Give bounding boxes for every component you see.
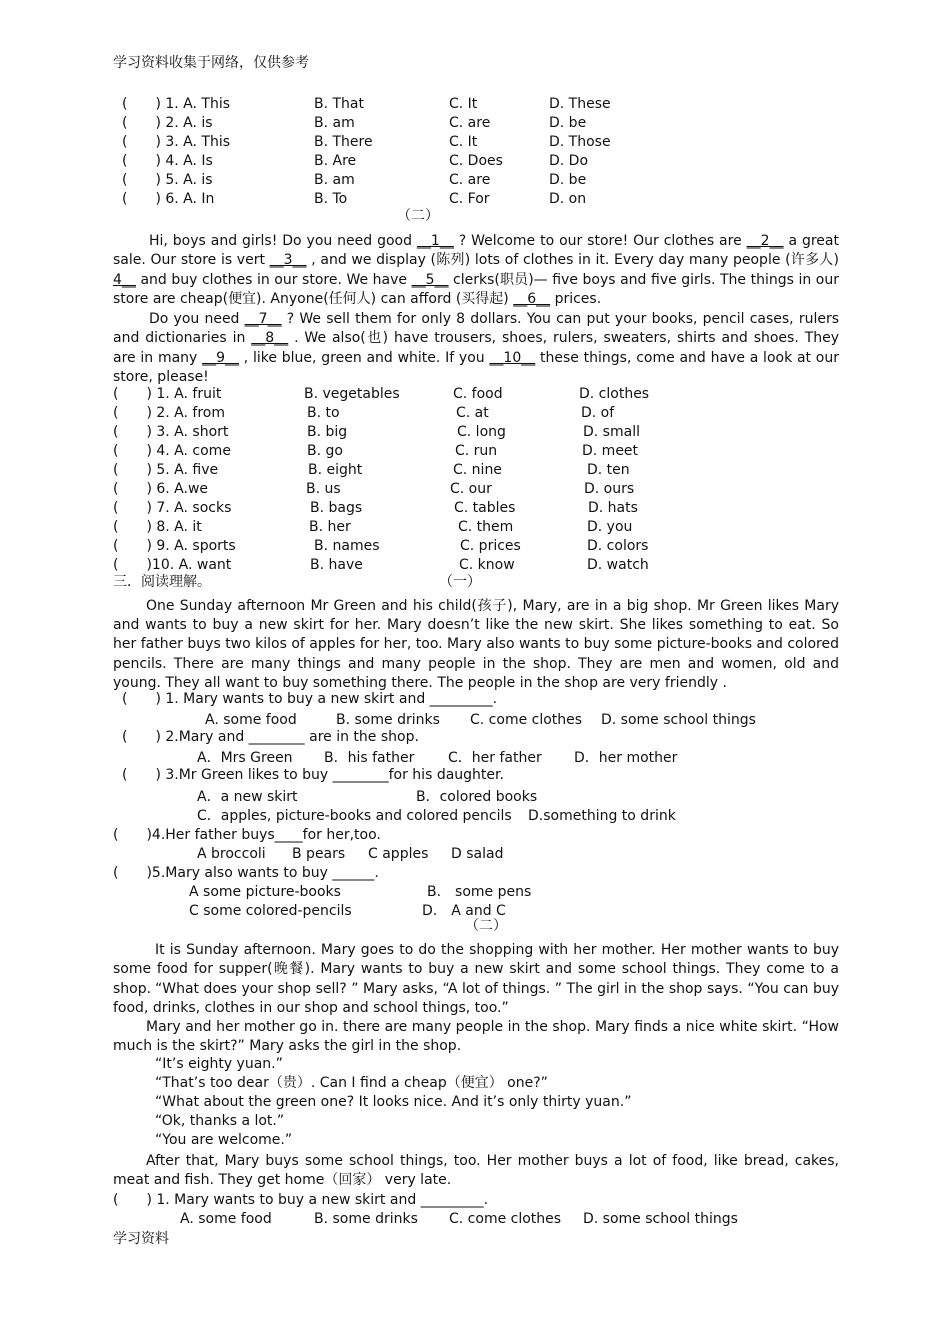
option-b: B. some drinks [314,1211,418,1227]
option-c: C. It [449,134,478,150]
blank-3: __3__ [269,252,307,269]
question-stem: ( ) 5. A. is [122,172,213,188]
blank-2: __2__ [746,233,784,249]
reading-paragraph: Mary and her mother go in. there are many people in the shop. Mary finds a nice white skirt. “How much is the skirt?” Mary asks the girl in the shop. [113,1019,839,1055]
text-run: Do you need [149,311,245,327]
option-d: D. of [581,405,615,421]
blank-5: __5__ [411,271,449,288]
option-d: D. A and C [422,903,506,919]
option-b: B. That [314,96,364,112]
question-stem: ( ) 1. A. fruit [113,386,222,402]
option-c: C．apples, picture-books and colored pencils [197,808,512,824]
question-stem: ( ) 6. A.we [113,481,209,497]
text-run: , like blue, green and white. If you [239,349,490,366]
option-d: D. ten [587,462,630,478]
blank-4: 4__ [113,271,136,288]
text-run: these things, come and have a look at our store, please! [113,349,839,386]
option-c: C. food [453,386,503,402]
option-d: D. Those [549,134,611,150]
option-d: D. on [549,191,587,207]
option-c: C. For [449,191,490,207]
option-b: B. am [314,172,355,188]
option-a: A. some food [205,712,297,728]
dialogue-line: “Ok, thanks a lot.” [155,1113,285,1129]
option-c: C. at [456,405,489,421]
option-b: B. some pens [427,884,532,900]
reading-paragraph: It is Sunday afternoon. Mary goes to do the shopping with her mother. Her mother wants to buy some food for supper(晚餐). Mary wants to buy a new skirt and some school things. They come to a shop. [113,942,839,997]
option-d: D. watch [587,557,649,573]
option-d: D. ours [584,481,635,497]
question-stem: ( )4.Her father buys____for her,too. [113,827,381,843]
option-c: C. It [449,96,478,112]
option-c: C. come clothes [449,1211,562,1227]
section-heading: （二） [465,918,507,934]
question-stem: ( ) 1. Mary wants to buy a new skirt and _________. [113,1192,489,1208]
option-d: D salad [451,846,504,862]
blank-7: __7__ [244,311,282,327]
reading-paragraph: After that, Mary buys some school things, too. Her mother buys a lot of food, like bread, cakes, meat and fish. They get home（回家） very late. [113,1153,839,1189]
cloze-paragraph-1 [113,232,839,310]
option-b: B. us [306,481,341,497]
option-c: C apples [368,846,429,862]
option-c: C. are [449,115,491,131]
cloze-paragraph-2 [113,310,839,388]
text-run: clerks(职员)— five boys and five girls. The things in our store are cheap(便宜). Anyone(任何人) can afford (买得起) [113,271,839,308]
blank-8: __8__ [251,330,289,347]
question-stem: ( ) 5. A. five [113,462,219,478]
question-stem: ( ) 2. A. is [122,115,213,131]
option-a: A broccoli [197,846,266,862]
option-c: C. prices [460,538,521,554]
text-run: ? Welcome to our store! Our clothes are [453,233,747,249]
option-c: C. our [450,481,492,497]
page-header: 学习资料收集于网络，仅供参考 [113,55,309,71]
blank-9: __9__ [202,349,240,366]
question-stem: ( ) 9. A. sports [113,538,236,554]
question-stem: ( ) 1. Mary wants to buy a new skirt and _________. [122,691,498,707]
question-stem: ( ) 2.Mary and ________ are in the shop. [122,729,419,745]
option-c: C some colored-pencils [189,903,352,919]
option-c: C. tables [454,500,516,516]
option-b: B. eight [308,462,363,478]
blank-10: __10__ [489,349,536,366]
question-stem: ( ) 3. A. This [122,134,231,150]
section-heading: （二） [397,208,439,224]
option-b: B. to [307,405,340,421]
option-d: D. be [549,172,587,188]
question-stem: ( ) 3.Mr Green likes to buy ________for his daughter. [122,767,504,783]
option-b: B. vegetables [304,386,400,402]
option-d: D. clothes [579,386,650,402]
question-stem: ( ) 3. A. short [113,424,229,440]
option-d: D. These [549,96,611,112]
question-stem: ( ) 1. A. This [122,96,231,112]
option-b: B. names [314,538,380,554]
option-c: C. come clothes [470,712,583,728]
option-d: D. colors [587,538,649,554]
option-d: D. Do [549,153,589,169]
option-d: D. small [583,424,640,440]
option-c: C. know [459,557,515,573]
question-stem: ( ) 7. A. socks [113,500,232,516]
option-d: D. you [587,519,633,535]
dialogue-line: “You are welcome.” [155,1132,293,1148]
option-c: C. nine [453,462,502,478]
section-title: 三．阅读理解。 [113,574,211,590]
option-b: B. bags [310,500,363,516]
option-b: B. Are [314,153,357,169]
text-run: prices. [550,291,602,308]
question-stem: ( )5.Mary also wants to buy ______. [113,865,379,881]
text-run: . We also(也) have trousers, shoes, rulers, sweaters, shirts and shoes. They are in many [113,330,840,366]
dialogue-line: “That’s too dear（贵）. Can I find a cheap（便宜） one?” [155,1075,548,1091]
question-stem: ( ) 4. A. Is [122,153,213,169]
blank-6: __6__ [513,291,551,308]
option-b: B. have [310,557,363,573]
option-b: B. go [307,443,343,459]
section-heading: （一） [439,574,481,590]
question-stem: ( ) 8. A. it [113,519,202,535]
option-a: A．a new skirt [197,789,298,805]
option-b: B．colored books [416,789,538,805]
option-d: D．her mother [574,750,678,766]
reading-passage-1: One Sunday afternoon Mr Green and his child(孩子), Mary, are in a big shop. Mr Green likes Mary and wants to buy a new skirt for her. Mary doesn’t like the new skirt. She likes something to eat. So her father buys two kilos of apples for her, too. Mary also wants to buy some picture-books and colored pencils. There are many things and many people in the shop. They are men and women, old and young. They all want to buy something there. The people in the shop are very friendly . [113,598,839,691]
option-d: D. be [549,115,587,131]
question-stem: ( ) 4. A. come [113,443,231,459]
option-b: B pears [292,846,346,862]
option-c: C. them [458,519,514,535]
option-c: C. are [449,172,491,188]
option-b: B. There [314,134,373,150]
option-c: C. long [457,424,506,440]
option-d: D.something to drink [528,808,676,824]
option-b: B. her [309,519,351,535]
option-b: B．his father [324,750,415,766]
option-b: B. To [314,191,348,207]
option-c: C．her father [448,750,542,766]
text-run: a great sale. Our store is vert [113,233,839,269]
option-a: A．Mrs Green [197,750,293,766]
option-c: C. run [455,443,498,459]
option-d: D. meet [582,443,639,459]
option-b: B. some drinks [336,712,440,728]
question-stem: ( ) 2. A. from [113,405,225,421]
option-b: B. big [307,424,348,440]
option-d: D. some school things [583,1211,738,1227]
question-stem: ( ) 6. A. In [122,191,215,207]
question-stem: ( )10. A. want [113,557,232,573]
blank-1: __1__ [416,233,454,249]
dialogue-line: “What about the green one? It looks nice. And it’s only thirty yuan.” [155,1094,632,1110]
page-footer: 学习资料 [113,1231,169,1247]
text-run: , and we display (陈列) lots of clothes in it. Every day many people (许多人) [306,252,839,269]
option-b: B. am [314,115,355,131]
dialogue-line: “It’s eighty yuan.” [155,1056,283,1072]
reading-paragraph: “What does your shop sell? ” Mary asks, “A lot of things. ” The girl in the shop says. “You can buy food, drinks, clothes in our shop and school things, too.” [113,981,839,1017]
option-a: A some picture-books [189,884,341,900]
option-d: D. some school things [601,712,756,728]
option-a: A. some food [180,1211,272,1227]
text-run: and buy clothes in our store. We have [135,271,412,288]
option-c: C. Does [449,153,503,169]
text-run: ? We sell them for only 8 dollars. You can put your books, pencil cases, rulers and dictionaries in [113,311,839,347]
text-run: Hi, boys and girls! Do you need good [149,233,417,249]
option-d: D. hats [588,500,638,516]
